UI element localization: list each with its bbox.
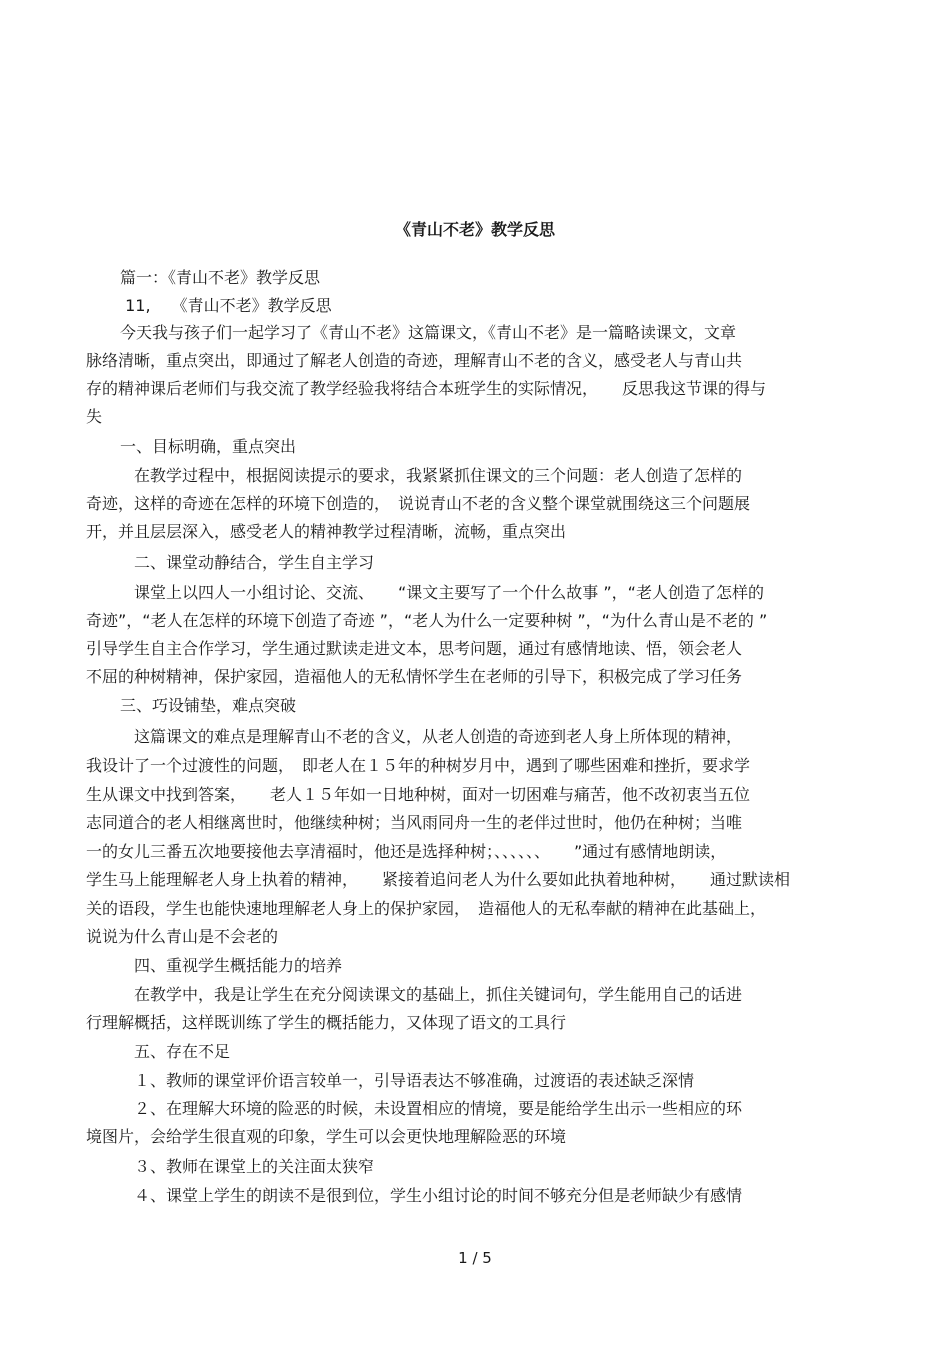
text-line: 生从课文中找到答案， 老人１５年如一日地种树，面对一切困难与痛苦，他不改初衷当五位 xyxy=(86,785,751,804)
text-line: 奇迹”，“老人在怎样的环境下创造了奇迹 ”，“老人为什么一定要种树 ”，“为什么青山是不老的 ” xyxy=(86,611,768,630)
section-heading: 四、重视学生概括能力的培养 xyxy=(134,956,343,975)
text-line: 这篇课文的难点是理解青山不老的含义，从老人创造的奇迹到老人身上所体现的精神， xyxy=(134,727,743,746)
text-line: 今天我与孩子们一起学习了《青山不老》这篇课文，《青山不老》是一篇略读课文，文章 xyxy=(120,323,737,342)
page-number: 1 / 5 xyxy=(458,1249,492,1267)
document-title: 《青山不老》教学反思 xyxy=(394,220,555,239)
text-line: 在教学中，我是让学生在充分阅读课文的基础上，抓住关键词句，学生能用自己的话进 xyxy=(134,985,743,1004)
list-item: ３、教师在课堂上的关注面太狭窄 xyxy=(134,1157,375,1176)
text-line: 奇迹，这样的奇迹在怎样的环境下创造的， 说说青山不老的含义整个课堂就围绕这三个问题展 xyxy=(86,494,751,513)
text-line: 11, 《青山不老》教学反思 xyxy=(120,296,332,315)
text-line: 在教学过程中，根据阅读提示的要求，我紧紧抓住课文的三个问题：老人创造了怎样的 xyxy=(134,466,743,485)
text-line: 学生马上能理解老人身上执着的精神， 紧接着追问老人为什么要如此执着地种树， 通过默读相 xyxy=(86,870,791,889)
text-line: 开，并且层层深入，感受老人的精神教学过程清晰，流畅，重点突出 xyxy=(86,522,567,541)
list-item: ２、在理解大环境的险恶的时候，未设置相应的情境，要是能给学生出示一些相应的环 xyxy=(134,1099,743,1118)
text-line: 存的精神课后老师们与我交流了教学经验我将结合本班学生的实际情况， 反思我这节课的得与 xyxy=(86,379,767,398)
text-line: 说说为什么青山是不会老的 xyxy=(86,927,279,946)
section-heading: 三、巧设铺垫，难点突破 xyxy=(120,696,297,715)
text-line: 行理解概括，这样既训练了学生的概括能力，又体现了语文的工具行 xyxy=(86,1013,567,1032)
text-line: 失 xyxy=(86,407,103,426)
text-line: 志同道合的老人相继离世时，他继续种树；当风雨同舟一生的老伴过世时，他仍在种树；当唯 xyxy=(86,813,743,832)
section-heading: 二、课堂动静结合，学生自主学习 xyxy=(134,553,375,572)
text-line: 不屈的种树精神，保护家园，造福他人的无私情怀学生在老师的引导下，积极完成了学习任务 xyxy=(86,667,743,686)
list-item: １、教师的课堂评价语言较单一，引导语表达不够准确，过渡语的表述缺乏深情 xyxy=(134,1071,695,1090)
text-line: 篇一：《青山不老》教学反思 xyxy=(120,268,321,287)
text-line: 关的语段，学生也能快速地理解老人身上的保护家园， 造福他人的无私奉献的精神在此基础上， xyxy=(86,899,767,918)
text-line: 一的女儿三番五次地要接他去享清福时，他还是选择种树；、、、、、、 ”通过有感情地朗读， xyxy=(86,842,727,861)
text-line: 脉络清晰，重点突出，即通过了解老人创造的奇迹，理解青山不老的含义，感受老人与青山共 xyxy=(86,351,743,370)
text-line: 引导学生自主合作学习，学生通过默读走进文本，思考问题，通过有感情地读、悟，领会老人 xyxy=(86,639,743,658)
text-line: 境图片，会给学生很直观的印象，学生可以会更快地理解险恶的环境 xyxy=(86,1127,567,1146)
section-heading: 一、目标明确，重点突出 xyxy=(120,437,297,456)
section-heading: 五、存在不足 xyxy=(134,1042,231,1061)
text-line: 我设计了一个过渡性的问题， 即老人在１５年的种树岁月中，遇到了哪些困难和挫折，要求学 xyxy=(86,756,751,775)
list-item: ４、课堂上学生的朗读不是很到位，学生小组讨论的时间不够充分但是老师缺少有感情 xyxy=(134,1186,743,1205)
text-line: 课堂上以四人一小组讨论、交流、 “课文主要写了一个什么故事 ”，“老人创造了怎样的 xyxy=(134,583,764,602)
